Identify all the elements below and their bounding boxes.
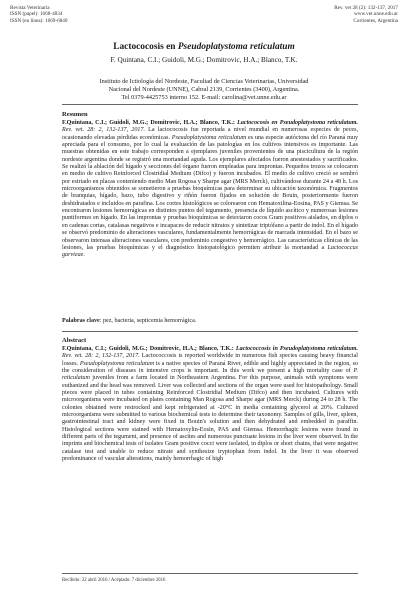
abstract-citation-authors: F.Quintana, C.I.; Guidoli, M.G.; Domitrovic, H.A.; Blanco, T.K.: — [62, 346, 234, 352]
resumen-body — [62, 120, 358, 260]
affiliation — [0, 78, 408, 102]
issn-online: ISSN (en línea): 1669-6840 — [10, 17, 68, 24]
abstract-body — [62, 346, 358, 464]
volume-info: Rev. vet 28 (2): 132-137, 2017 — [334, 5, 398, 11]
author-list: F. Quintana, C.I.; Guidoli, M.G.; Domitrovic, H.A.; Blanco, T.K. — [110, 56, 298, 64]
abstract-species: Pseudoplatystoma reticulatum — [79, 360, 155, 367]
abstract-text: is a native species of Paraná River, edible and highly appreciated in the region, so the consideration of diseases in intensive crops is important. In this work we present a high mortality case of — [62, 360, 358, 375]
abstract-heading: Abstract — [62, 337, 87, 344]
resumen-species: Pseudoplatystoma reticulatum — [171, 134, 247, 141]
abstract-citation-ref: Rev. vet. 28: 2, 132-137, 2017. — [62, 353, 140, 360]
keywords-text: : pez, bacteria, septicemia hemorrágica. — [99, 318, 197, 324]
affiliation-line: Instituto de Ictiología del Nordeste, Facultad de Ciencias Veterinarias, Universidad — [99, 78, 309, 85]
abstract-text: Lactococcosis is reported worldwide in numerous fish species causing heavy financial losses. — [62, 353, 358, 367]
article-title — [0, 42, 408, 53]
affiliation-contact: Tel 0379-4425753 interno 152. E-mail: carolina@vet.unne.edu.ar — [121, 94, 287, 101]
resumen-text: La lactococosis fue reportada a nivel mundial en numerosas especies de peces, ocasionando elevadas pérdidas económicas. — [62, 127, 359, 141]
abstract-species-short: P. reticulatum — [62, 368, 358, 382]
footer-divider — [62, 573, 358, 574]
abstract-text: juveniles from a farm located in Northeastern Argentina. For this purpose, animals with symptoms were euthanized and the head was removed. Liver was collected and sections of the organ were used for histopathology. Small pieces were placed in tubes containing Reinforced Clostridial Medium (Difco) and then incubated. Cultures with microorganisms were incubated on plates containing Man Rogosa and Sharpe agar (MRS Merck) during 24 to 28 h. The colonies obtained were restrocked and kept refrigerated at -20°C in media containing glycerol at 20%. Cultured microorganisms were submitted to various biochemical tests to determine their taxonomy. Samples of gills, liver, spleen, gastrointestinal tract and kidney were fixed in Bouin's solution and then dehydrated and embedded in paraffin. Histological sections were stained with Hematoxylin-Eosin, PAS and Giemsa. Hemorrhagic lesions were found in different parts of the tegument, and presence of ascites and numerous punctuate lesions in the liver were observed. In the imprints and biochemical tests of isolates Gram positive cocci were isolated, in diplos or short chains, that were negative catalase test and unable to reduce nitrate and synthesize tryptophan from indol. In the liver it was observed predominance of vascular alterations, mainly hemorrhagic of high — [62, 375, 358, 463]
abstract-citation-title: Lactococcosis in Pseudoplatystoma reticulatum. — [235, 346, 358, 352]
resumen-text: es una especie autóctona del río Paraná muy apreciada para el consumo, por lo cual la evaluación de las patologías en los cultivos intensivos es importante. Las muestras obtenidas en este trabajo corresponden a ejemplares juveniles provenientes de una piscicultura de la región nordeste argentina donde se registró una mortandad aguda. Los ejemplares afectados fueron anestesiados y sacrificados. Se realizó la ablación del hígado y secciones del órgano fueron empleadas para improntas. Pequeños trozos se colocaron en medio de cultivo Reinforced Clostridial Medium (Difco) y fueron incubados. El medio de cultivo creció se sembró por estriado en placas conteniendo medio Man Rogosa y Sharpe agar (MRS Merck), cultivándose durante 24 a 48 h. Los microorganismos obtenidos se sometieron a pruebas bioquímicas para determinar su ubicación taxonómica. Fragmentos de branquias, hígado, bazo, tubo digestivo y riñón fueron fijados en solución de Bouin, posteriormente fueron deshidratados e incluidos en parafina. Los cortes histológicos se colorearon con Hematoxilina-Eosina, PAS y Giemsa. Se encontraron lesiones hemorrágicas en distintos puntos del tegumento, presencia de líquido ascítico y numerosas lesiones puntiformes en hígado. En las improntas y pruebas bioquímicas se detectaron cocos Gram positivos aislados, en diplos o en cadenas cortas, catalasas negativos e incapaces de reducir nitratos y sintetizar triptófano a partir de indol. En el hígado se observó predominio de alteraciones vasculares, fundamentalmente hemorrágicas de marcada intensidad. En el bazo se observaron intensas alteraciones vasculares, con predominio congestivo y hemorrágico. Las características clínicas de las lesiones, las pruebas bioquímicas y el diagnóstico histopatológico permiten atribuir la mortandad a — [62, 134, 359, 251]
journal-url: www.vet.unne.edu.ar — [353, 11, 398, 18]
journal-name: Revista Veterinaria — [10, 5, 50, 11]
affiliation-line: Nacional del Nordeste (UNNE), Cabral 2139, Corrientes (3400), Argentina. — [108, 86, 300, 93]
title-plain: Lactococosis en — [113, 42, 178, 52]
journal-location: Corrientes, Argentina — [353, 17, 398, 24]
keywords-label: Palabras clave — [62, 318, 100, 324]
section-divider — [62, 331, 358, 332]
received-accepted-dates: Recibido: 22 abril 2016 / Aceptado: 7 diciembre 2016 — [62, 578, 166, 583]
resumen-citation-ref: Rev. vet. 28: 2, 132-137, 2017. — [62, 127, 145, 134]
resumen-pathogen: Lactococcus garvieae — [62, 244, 358, 259]
keywords — [62, 318, 358, 325]
resumen-citation-title: Lactococosis en Pseudoplatystoma reticulatum. — [237, 120, 358, 126]
journal-header-left — [10, 5, 68, 24]
resumen-text-end: . — [83, 252, 85, 259]
header-divider — [62, 104, 358, 105]
title-italic: Pseudoplatystoma reticulatum — [177, 42, 295, 52]
resumen-heading: Resumen — [62, 111, 88, 118]
journal-header-right — [334, 5, 398, 24]
issn-print: ISSN (papel): 1668-4834 — [10, 11, 63, 18]
resumen-citation-authors: F.Quintana, C.I.; Guidoli, M.G.; Domitrovic, H.A.; Blanco, T.K.: — [62, 120, 235, 126]
